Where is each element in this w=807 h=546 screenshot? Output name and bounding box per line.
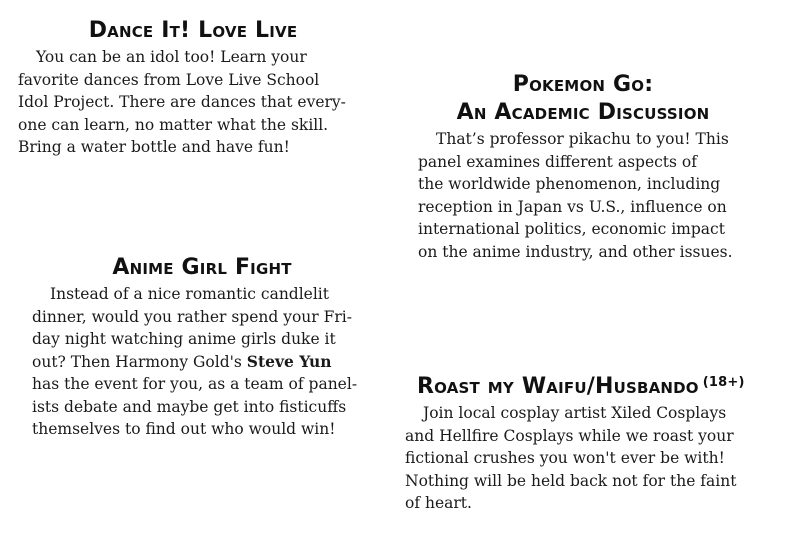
panel-description: [405, 402, 750, 515]
description-line: That’s professor pikachu to you! This: [436, 130, 729, 148]
panel-roast-my-waifu: [405, 370, 750, 515]
age-rating-badge: (18+): [702, 375, 745, 390]
description-line: the worldwide phenomenon, including: [418, 175, 721, 193]
description-line: Instead of a nice romantic candlelit: [50, 285, 329, 303]
panel-description: [32, 283, 372, 441]
panel-pokemon-go: [418, 72, 748, 263]
description-line: Bring a water bottle and have fun!: [18, 138, 290, 156]
panel-title: Anime Girl Fight: [112, 255, 292, 280]
description-line: dinner, would you rather spend your Fri-: [32, 307, 352, 326]
panel-title: [418, 72, 748, 126]
panel-title: Dance It! Love Live: [88, 18, 298, 43]
panel-anime-girl-fight: [32, 255, 372, 441]
description-line: one can learn, no matter what the skill.: [18, 115, 329, 134]
panel-title-text: Roast my Waifu/Husbando: [417, 374, 699, 399]
description-line: Nothing will be held back not for the faint: [405, 471, 737, 490]
panel-description: [18, 46, 368, 159]
description-text: out? Then Harmony Gold's: [32, 352, 242, 371]
panel-description: [418, 128, 748, 263]
description-line: of heart.: [405, 494, 472, 512]
description-line: favorite dances from Love Live School: [18, 70, 320, 89]
panel-dance-it-love-live: [18, 18, 368, 159]
panel-title-line: An Academic Discussion: [456, 100, 710, 125]
guest-name: Steve Yun: [246, 351, 332, 371]
panel-title-line: Pokemon Go:: [512, 72, 654, 97]
description-line: international politics, economic impact: [418, 220, 725, 238]
description-line: on the anime industry, and other issues.: [418, 242, 733, 261]
description-line: day night watching anime girls duke it: [32, 330, 336, 348]
description-line: ists debate and maybe get into fisticuffs: [32, 397, 347, 416]
description-line: and Hellfire Cosplays while we roast your: [405, 426, 734, 445]
description-line: [32, 351, 372, 374]
description-line: reception in Japan vs U.S., influence on: [418, 197, 727, 216]
description-line: Join local cosplay artist Xiled Cosplays: [423, 404, 727, 422]
description-line: fictional crushes you won't ever be with!: [405, 449, 725, 467]
description-line: has the event for you, as a team of panel-: [32, 375, 358, 393]
description-line: Idol Project. There are dances that every-: [18, 93, 346, 111]
description-line: themselves to find out who would win!: [32, 420, 336, 438]
panel-title: [405, 370, 750, 400]
description-line: panel examines different aspects of: [418, 152, 697, 171]
description-line: You can be an idol too! Learn your: [36, 48, 307, 66]
